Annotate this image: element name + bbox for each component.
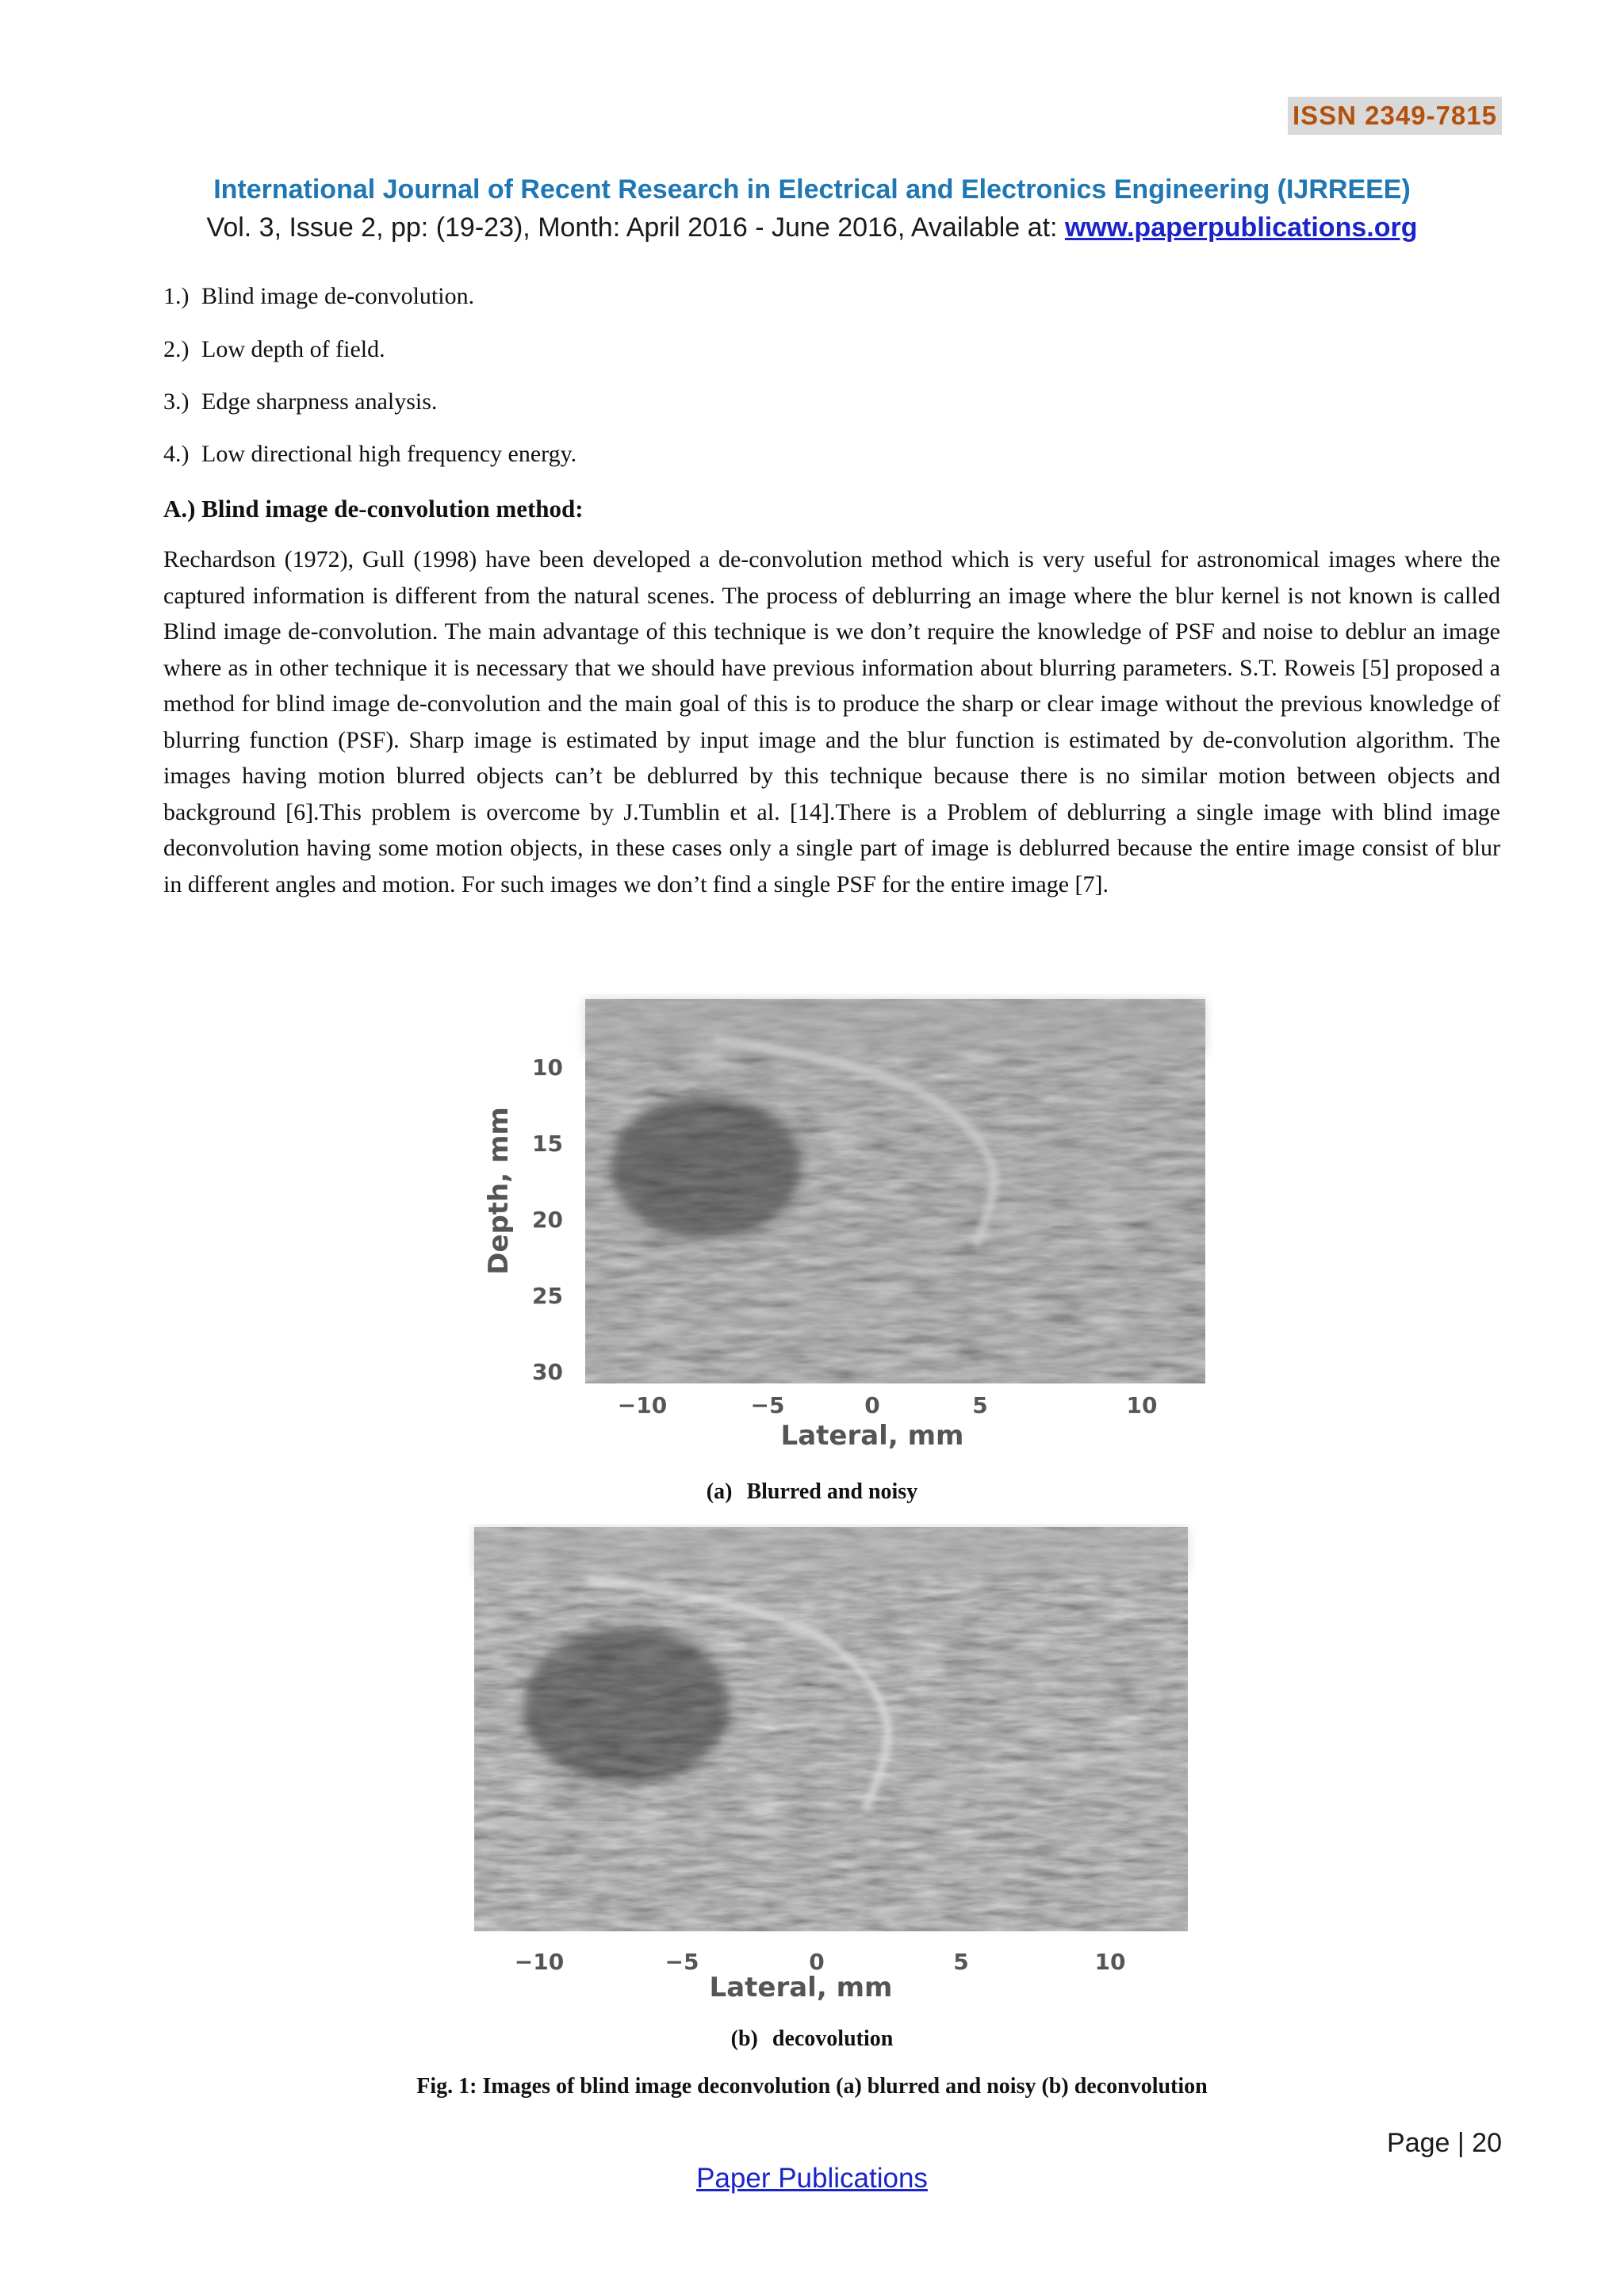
y-tick-label: 25 xyxy=(532,1283,563,1309)
list-item xyxy=(163,386,437,418)
subcaption-label: (a) xyxy=(706,1479,733,1504)
figure-panel-b xyxy=(468,1524,1213,2003)
subcaption-b xyxy=(0,2026,1624,2052)
x-tick-label: 0 xyxy=(864,1392,880,1418)
volume-info xyxy=(0,209,1624,246)
subcaption-label: (b) xyxy=(730,2026,758,2051)
page-number: Page | 20 xyxy=(1387,2128,1502,2158)
x-tick-label: −10 xyxy=(617,1392,668,1418)
ultrasound-image-deconvolved xyxy=(474,1527,1188,1931)
y-tick-label: 20 xyxy=(532,1207,563,1233)
website-link[interactable]: www.paperpublications.org xyxy=(1064,212,1418,243)
x-axis-label: Lateral, mm xyxy=(780,1420,964,1452)
list-number: 1.) xyxy=(163,283,190,309)
x-tick-label: 0 xyxy=(809,1949,825,1975)
x-tick-label: −5 xyxy=(750,1392,785,1418)
volume-text: Vol. 3, Issue 2, pp: (19-23), Month: April 2016 - June 2016, Available at: xyxy=(206,212,1065,243)
list-number: 2.) xyxy=(163,336,190,362)
x-tick-label: −5 xyxy=(665,1949,699,1975)
x-tick-label: 10 xyxy=(1126,1392,1158,1418)
list-item xyxy=(163,281,474,312)
y-axis-label: Depth, mm xyxy=(483,1107,515,1275)
list-text: Low directional high frequency energy. xyxy=(201,441,577,467)
x-axis-label: Lateral, mm xyxy=(709,1972,893,2003)
subcaption-a xyxy=(0,1479,1624,1505)
publisher-link[interactable]: Paper Publications xyxy=(696,2163,928,2194)
x-tick-label: 10 xyxy=(1094,1949,1126,1975)
figure-caption: Fig. 1: Images of blind image deconvolution (a) blurred and noisy (b) deconvolution xyxy=(416,2074,1208,2099)
figure-panel-a xyxy=(468,993,1213,1460)
list-item xyxy=(163,438,576,470)
y-tick-label: 30 xyxy=(532,1359,563,1385)
x-tick-label: 5 xyxy=(953,1949,969,1975)
list-text: Low depth of field. xyxy=(201,336,385,362)
list-number: 4.) xyxy=(163,441,190,467)
list-text: Edge sharpness analysis. xyxy=(201,388,438,415)
subcaption-text: Blurred and noisy xyxy=(746,1479,918,1504)
list-text: Blind image de-convolution. xyxy=(201,283,475,309)
y-tick-label: 10 xyxy=(532,1054,563,1081)
list-number: 3.) xyxy=(163,388,190,415)
body-paragraph: Rechardson (1972), Gull (1998) have been developed a de-convolution method which is very useful for astronomical images where the captured information is different from the natural scenes. The process of deblurring an image where the blur kernel is not known is called Blind image de-convolution. The main advantage of this technique is we don’t require the knowledge of PSF and noise to deblur an image where as in other technique it is necessary that we should have previous information about blurring parameters. S.T. Roweis [5] proposed a method for blind image de-convolution and the main goal of this is to produce the sharp or clear image without the previous knowledge of blurring function (PSF). Sharp image is estimated by input image and the blur function is estimated by de-convolution algorithm. The images having motion blurred objects can’t be deblurred by this technique because there is no similar motion between objects and background [6].This problem is overcome by J.Tumblin et al. [14].There is a Problem of deblurring a single image with blind image deconvolution having some motion objects, in these cases only a single part of image is deblurred because the entire image consist of blur in different angles and motion. For such images we don’t find a single PSF for the entire image [7]. xyxy=(163,546,1500,897)
section-heading: A.) Blind image de-convolution method: xyxy=(163,495,584,522)
list-item xyxy=(163,334,385,365)
x-tick-label: 5 xyxy=(972,1392,988,1418)
ultrasound-image-blurred xyxy=(585,999,1205,1383)
issn-badge: ISSN 2349-7815 xyxy=(1288,97,1502,135)
x-tick-label: −10 xyxy=(514,1949,565,1975)
y-tick-label: 15 xyxy=(532,1131,563,1157)
journal-title: International Journal of Recent Research in Electrical and Electronics Engineering (IJRREEE) xyxy=(213,174,1411,205)
subcaption-text: decovolution xyxy=(772,2026,894,2051)
